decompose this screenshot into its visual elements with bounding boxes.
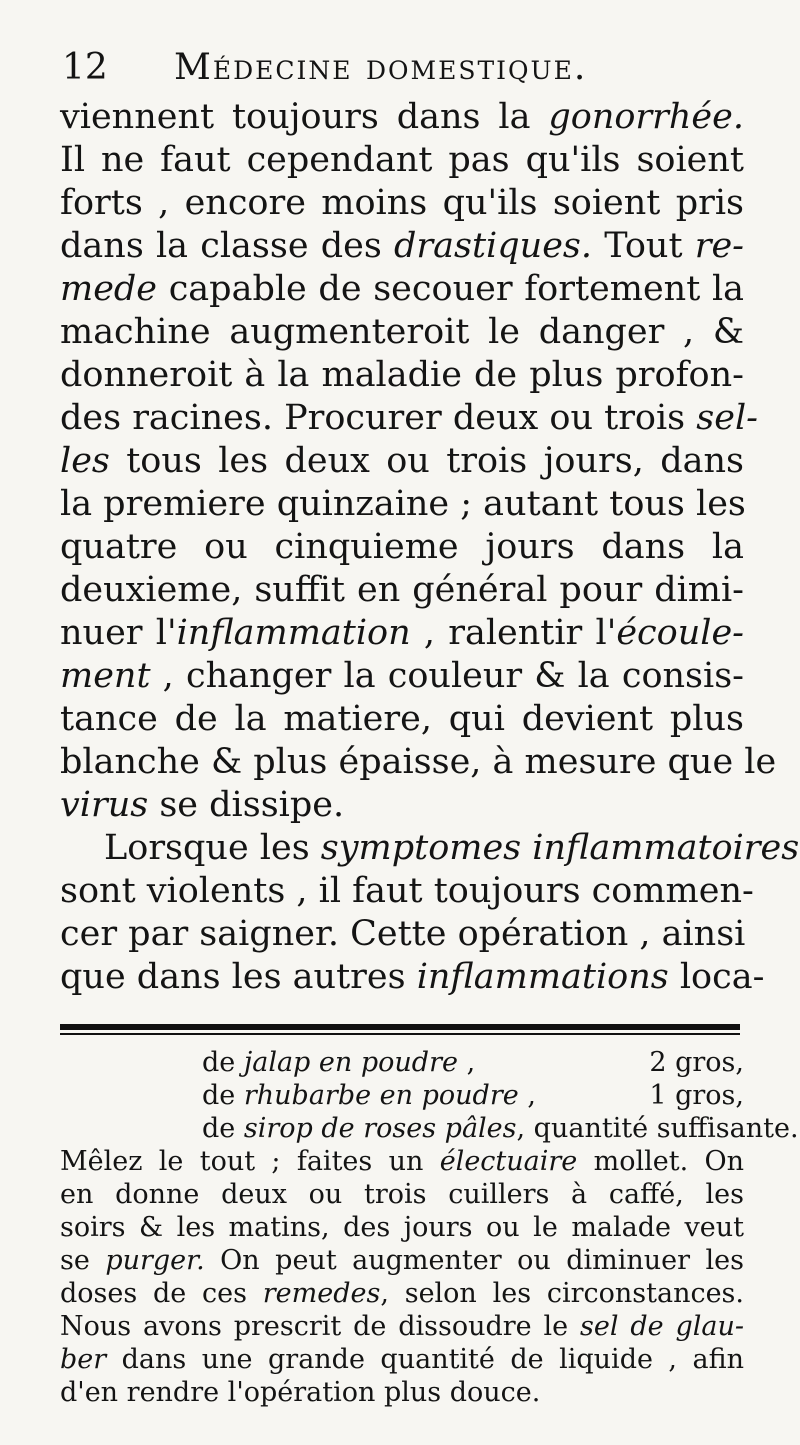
- italic-term: drastiques.: [394, 226, 592, 266]
- recipe-quantity: 2 gros,: [649, 1047, 744, 1078]
- recipe-ingredient: [202, 1112, 799, 1145]
- italic-term: sirop de roses pâles: [243, 1113, 517, 1144]
- text-run: forts , encore moins qu'ils soient pris: [60, 183, 744, 223]
- text-run: ,: [457, 1047, 476, 1078]
- italic-term: sel de glau-: [580, 1311, 744, 1342]
- footnote-line: [60, 1211, 744, 1244]
- italic-term: les: [60, 441, 110, 481]
- italic-term: sel-: [696, 398, 758, 438]
- text-run: de: [202, 1080, 244, 1111]
- recipe: [60, 1046, 799, 1145]
- text-run: viennent toujours dans la: [60, 97, 549, 137]
- recipe-ingredient: [202, 1079, 536, 1112]
- text-run: la premiere quinzaine ; autant tous les: [60, 484, 746, 524]
- italic-term: inflammation: [176, 613, 411, 653]
- text-run: d'en rendre l'opération plus douce.: [60, 1377, 541, 1408]
- text-run: , selon les circonstances.: [380, 1278, 744, 1309]
- text-run: Il ne faut cependant pas qu'ils soient: [60, 140, 744, 180]
- text-run: machine augmenteroit le danger , &: [60, 312, 744, 352]
- footnote-line: [60, 1376, 744, 1409]
- text-run: tous les deux ou trois jours, dans: [109, 441, 744, 481]
- footnote-line: [60, 1277, 744, 1310]
- footnote-text: [60, 1145, 744, 1409]
- italic-term: inflammations: [416, 957, 669, 997]
- text-line: [60, 569, 744, 612]
- recipe-ingredient: [202, 1046, 475, 1079]
- text-run: blanche & plus épaisse, à mesure que le: [60, 742, 777, 782]
- text-run: dans une grande quantité de liquide , afin: [106, 1344, 744, 1375]
- text-line: [60, 268, 744, 311]
- recipe-line: [60, 1112, 799, 1145]
- footnote-line: [60, 1145, 744, 1178]
- recipe-line: [60, 1079, 744, 1112]
- italic-term: remedes: [262, 1278, 381, 1309]
- text-run: soirs & les matins, des jours ou le malade veut: [60, 1212, 744, 1243]
- text-run: de: [202, 1113, 244, 1144]
- text-line: [60, 225, 744, 268]
- footnote-line: [60, 1178, 744, 1211]
- footnote-line: [60, 1310, 744, 1343]
- text-run: de: [202, 1047, 244, 1078]
- text-line: [60, 96, 744, 139]
- text-line: [60, 483, 744, 526]
- text-line: [60, 139, 744, 182]
- footnote-line: [60, 1244, 744, 1277]
- italic-term: mede: [60, 269, 158, 309]
- italic-term: ber: [60, 1344, 107, 1375]
- text-run: tance de la matiere, qui devient plus: [60, 699, 744, 739]
- footnote-line: [60, 1343, 744, 1376]
- italic-term: virus: [60, 785, 149, 825]
- text-line: [60, 440, 744, 483]
- text-run: Tout: [592, 226, 695, 266]
- italic-term: électuaire: [439, 1146, 578, 1177]
- text-line: [60, 182, 744, 225]
- text-run: ,: [518, 1080, 536, 1111]
- text-line: [60, 698, 744, 741]
- running-title: Médecine domestique.: [174, 47, 588, 88]
- text-run: loca-: [668, 957, 765, 997]
- recipe-line: [60, 1046, 744, 1079]
- main-text: [60, 96, 800, 999]
- text-line: [60, 311, 744, 354]
- italic-term: ment: [60, 656, 151, 696]
- text-run: Nous avons prescrit de dissoudre le: [60, 1311, 580, 1342]
- italic-term: re-: [694, 226, 744, 266]
- text-run: sont violents , il faut toujours commen-: [60, 871, 754, 911]
- text-run: se dissipe.: [148, 785, 345, 825]
- text-run: se: [60, 1245, 106, 1276]
- italic-term: symptomes inflammatoires: [320, 828, 800, 868]
- text-line: [60, 526, 744, 569]
- text-run: Mêlez le tout ; faites un: [60, 1146, 440, 1177]
- text-run: , changer la couleur & la consis-: [150, 656, 744, 696]
- text-run: dans la classe des: [60, 226, 395, 266]
- text-line: [60, 784, 744, 827]
- text-run: capable de secouer fortement la: [157, 269, 744, 309]
- text-line: [60, 655, 744, 698]
- text-line: [60, 741, 777, 784]
- text-run: cer par saigner. Cette opération , ainsi: [60, 914, 746, 954]
- footnote: [60, 1046, 799, 1409]
- text-run: en donne deux ou trois cuillers à caffé, les: [60, 1179, 744, 1210]
- recipe-quantity: 1 gros,: [649, 1080, 744, 1111]
- text-run: des racines. Procurer deux ou trois: [60, 398, 697, 438]
- text-line: [60, 612, 744, 655]
- text-run: deuxieme, suffit en général pour dimi-: [60, 570, 744, 610]
- running-header: [62, 40, 622, 96]
- text-line: [60, 870, 754, 913]
- page-number: 12: [62, 47, 108, 88]
- text-run: , ralentir l': [410, 613, 617, 653]
- text-run: , quantité suffisante.: [516, 1113, 799, 1144]
- footnote-rule: [60, 1024, 740, 1035]
- text-run: donneroit à la maladie de plus profon-: [60, 355, 744, 395]
- text-run: doses de ces: [60, 1278, 263, 1309]
- italic-term: jalap en poudre: [243, 1047, 458, 1078]
- text-run: quatre ou cinquieme jours dans la: [60, 527, 744, 567]
- italic-term: gonorrhée.: [548, 97, 744, 137]
- text-line: [60, 956, 765, 999]
- text-run: mollet. On: [577, 1146, 745, 1177]
- text-run: que dans les autres: [60, 957, 417, 997]
- italic-term: purger.: [105, 1245, 205, 1276]
- text-line: [60, 397, 758, 440]
- italic-term: écoule-: [616, 613, 744, 653]
- text-run: Lorsque les: [104, 828, 321, 868]
- italic-term: rhubarbe en poudre: [243, 1080, 519, 1111]
- text-line: [60, 913, 744, 956]
- text-line: [60, 827, 800, 870]
- text-line: [60, 354, 744, 397]
- text-run: On peut augmenter ou diminuer les: [204, 1245, 744, 1276]
- text-run: nuer l': [60, 613, 177, 653]
